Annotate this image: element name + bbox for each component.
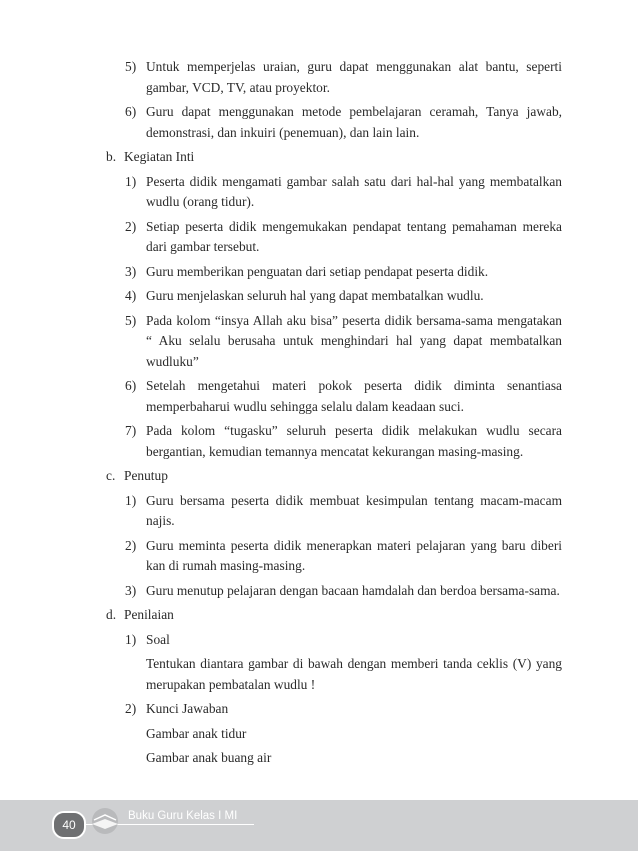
item-number: 4)	[125, 288, 137, 303]
soal-text: Tentukan diantara gambar di bawah dengan memberi tanda ceklis (V) yang merupakan pembatalan wudlu !	[146, 656, 562, 692]
item-text: Guru bersama peserta didik membuat kesimpulan tentang macam-macam najis.	[146, 492, 562, 528]
section-letter: d.	[106, 607, 117, 622]
list-item	[0, 286, 638, 307]
list-item	[0, 421, 638, 462]
list-item	[0, 536, 638, 577]
list-item	[0, 57, 638, 98]
item-number: 1)	[125, 173, 137, 189]
item-number: 6)	[125, 378, 137, 393]
item-text: Setiap peserta didik mengemukakan pendapat tentang pemahaman mereka dari gambar tersebut.	[146, 218, 562, 254]
list-item	[0, 217, 638, 258]
section-title: Penutup	[124, 468, 168, 483]
item-text: Guru menutup pelajaran dengan bacaan hamdalah dan berdoa bersama-sama.	[146, 582, 560, 598]
item-number: 6)	[125, 104, 137, 119]
list-item	[0, 311, 638, 373]
item-text: Guru memberikan penguatan dari setiap pendapat peserta didik.	[146, 263, 489, 279]
list-item-soal	[0, 630, 638, 651]
item-text: Untuk memperjelas uraian, guru dapat menggunakan alat bantu, seperti gambar, VCD, TV, atau proyektor.	[146, 59, 562, 95]
answer-line: Gambar anak tidur	[146, 725, 247, 741]
item-number: 2)	[125, 537, 137, 553]
section-letter: b.	[106, 149, 117, 164]
item-title: Kunci Jawaban	[146, 701, 229, 716]
page-footer	[0, 800, 638, 851]
page-number: 40	[52, 811, 86, 839]
answer-line: Gambar anak buang air	[146, 750, 272, 765]
item-text: Guru dapat menggunakan metode pembelajaran ceramah, Tanya jawab, demonstrasi, dan inkuiri (penemuan), dan lain lain.	[146, 104, 562, 140]
list-item-kunci-jawaban	[0, 699, 638, 720]
item-number: 7)	[125, 423, 137, 438]
list-item	[0, 491, 638, 532]
item-text: Setelah mengetahui materi pokok peserta didik diminta senantiasa memperbaharui wudlu sehingga selalu dalam keadaan suci.	[146, 378, 562, 414]
item-number: 1)	[125, 631, 137, 647]
item-number: 5)	[125, 59, 137, 74]
item-text: Peserta didik mengamati gambar salah satu dari hal-hal yang membatalkan wudlu (orang tidur).	[146, 173, 562, 209]
list-item	[0, 376, 638, 417]
item-text: Guru meminta peserta didik menerapkan materi pelajaran yang baru diberi kan di rumah masing-masing.	[146, 537, 562, 573]
item-text: Pada kolom “tugasku” seluruh peserta didik melakukan wudlu secara bergantian, kemudian temannya mencatat kekurangan masing-masing.	[146, 423, 562, 459]
list-item	[0, 262, 638, 283]
book-icon	[86, 806, 124, 836]
item-number: 3)	[125, 263, 137, 279]
section-heading-kegiatan-inti	[0, 147, 638, 168]
item-number: 3)	[125, 582, 137, 598]
item-number: 1)	[125, 492, 137, 508]
list-item	[0, 172, 638, 213]
section-letter: c.	[106, 468, 116, 483]
page-content	[0, 57, 638, 773]
section-heading-penutup	[0, 466, 638, 487]
section-title: Kegiatan Inti	[124, 149, 195, 164]
item-number: 5)	[125, 312, 137, 328]
item-title: Soal	[146, 631, 170, 647]
item-text: Pada kolom “insya Allah aku bisa” peserta didik bersama-sama mengatakan “ Aku selalu berusaha untuk menghindari hal yang dapat membatalkan wudluku”	[146, 312, 562, 369]
section-title: Penilaian	[124, 607, 174, 622]
list-item	[0, 581, 638, 602]
book-title: Buku Guru Kelas I MI	[128, 810, 238, 822]
item-number: 2)	[125, 218, 137, 234]
section-heading-penilaian	[0, 605, 638, 626]
item-text: Guru menjelaskan seluruh hal yang dapat membatalkan wudlu.	[146, 288, 484, 303]
item-number: 2)	[125, 701, 137, 716]
list-item	[0, 102, 638, 143]
